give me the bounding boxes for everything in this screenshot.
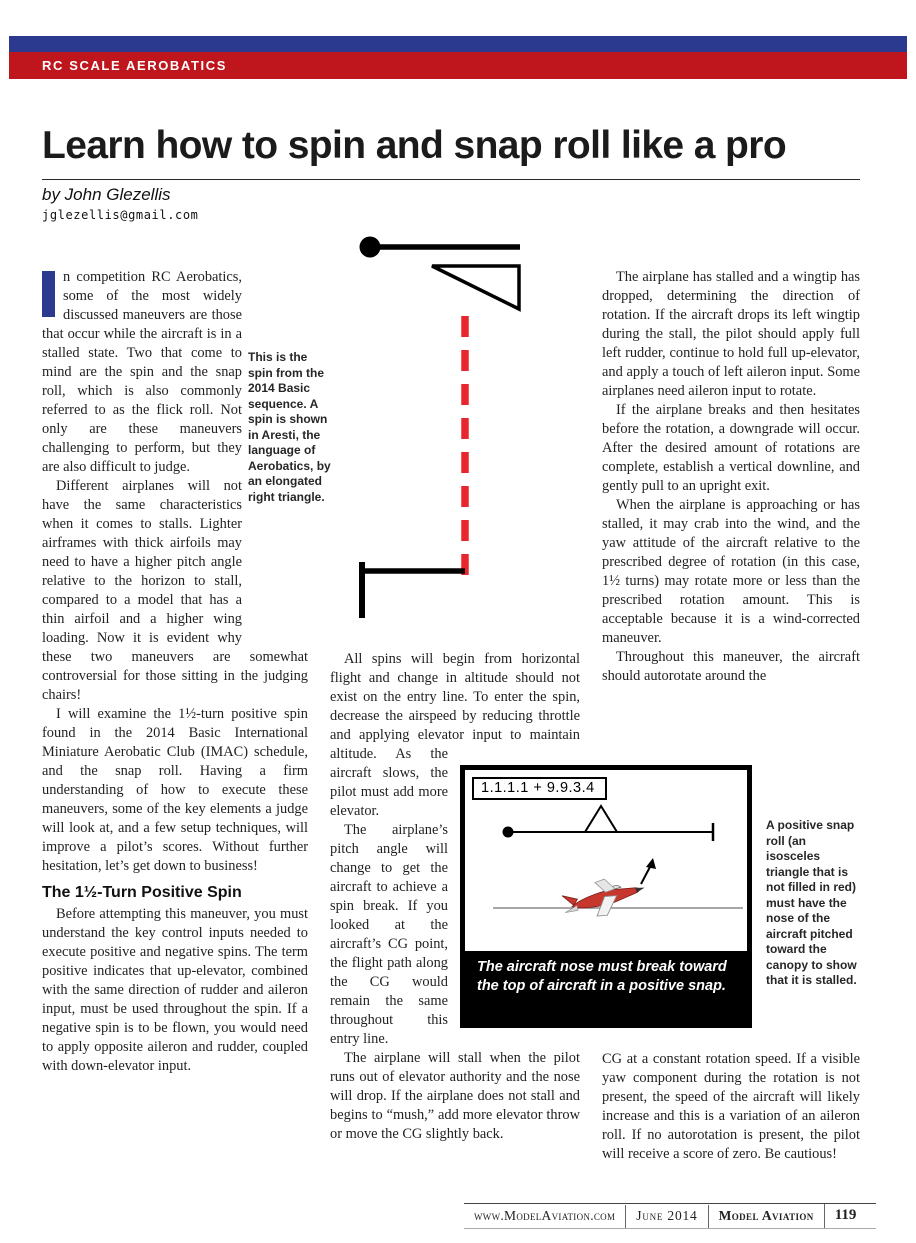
paragraph: All spins will begin from horizontal flight and change in altitude should not exist on the entry line. To enter the spin, decrease the airspeed by reducing throttle and applying elevator input to maintain altitude. As the aircraft slows, the pilot must add more elevator. [330,651,580,819]
footer-date: June 2014 [625,1205,707,1228]
paragraph: If the airplane breaks and then hesitates before the rotation, a downgrade will occur. After the desired amount of rotations are complete, establish a vertical downline, and gently pull to an upright exit. [602,402,860,494]
spin-diagram-caption: This is the spin from the 2014 Basic sequence. A spin is shown in Aresti, the language of Aerobatics, by an elongated right triangle. [248,350,331,504]
figure-overlay-caption: The aircraft nose must break toward the top of aircraft in a positive snap. [465,951,747,1023]
paragraph: Different airplanes will not have the same characteristics when it comes to stalls. Lighter airframes with thick airfoils may need to have a higher pitch angle relative to the horizon to stall, compared to a model that has a thin airfoil and a higher wing loading. Now it is evident why these two maneuvers are somewhat controversial for those sitting in the judging chairs! [42,478,308,703]
aresti-spin-drawing [338,228,548,628]
paragraph: Before attempting this maneuver, you must understand the key control inputs needed to execute positive and negative spins. The term positive indicates that up-elevator, combined with the same direction of rudder and aileron input, must be used throughout the spin. If a negative spin is to be flown, you would need to apply opposite aileron and rudder, coupled with down-elevator input. [42,906,308,1074]
footer-magazine: Model Aviation [708,1205,824,1228]
paragraph: The airplane has stalled and a wingtip has dropped, determining the direction of rotation. If the aircraft drops its left wingtip during the stall, the pilot should apply full left rudder, continue to hold full up-elevator, and apply a touch of left aileron input. Some airplanes need aileron input to rotate. [602,269,860,399]
page-number: 119 [824,1204,867,1228]
title-rule [42,179,860,180]
airplane-illustration [560,870,649,925]
paragraph: Throughout this maneuver, the aircraft should autorotate around the [602,649,860,684]
author-email: jglezellis@gmail.com [42,208,199,222]
airplane-spinner [635,886,645,893]
article-title: Learn how to spin and snap roll like a pro [42,124,787,167]
snap-symbol-triangle [585,806,617,832]
right-column-continued [602,1050,860,1164]
aresti-spin-diagram [338,228,548,628]
footer-website: www.ModelAviation.com [474,1207,616,1223]
section-heading: The 1½-Turn Positive Spin [42,884,242,901]
figure-label: 1.1.1.1 + 9.9.3.4 [472,777,607,800]
break-direction-arrowhead [646,858,656,869]
byline: by John Glezellis [42,185,171,204]
snap-entry-dot [503,827,514,838]
paragraph: CG at a constant rotation speed. If a visible yaw component during the rotation is not present, the speed of the aircraft will likely increase and this is a variation of an aileron roll. If no autorotation is present, the pilot will receive a score of zero. Be cautious! [602,1051,860,1162]
paragraph: I will examine the 1½-turn positive spin found in the 2014 Basic International Miniature Aerobatic Club (IMAC) schedule, and the snap roll. Having a firm understanding of how to execute these maneuvers, some of the key elements a judge will look at, and a few setup techniques, will improve a pilot’s scores. Without further hesitation, let’s get down to business! [42,706,308,874]
section-kicker: RC SCALE AEROBATICS [42,58,227,73]
section-header-bar [9,52,907,79]
paragraph: The airplane’s pitch angle will change to get the aircraft to achieve a spin break. If you looked at the aircraft’s CG point, the flight path along the CG would remain the same throughout this entry line. [330,822,448,1047]
drop-cap [42,271,55,317]
paragraph: The airplane will stall when the pilot runs out of elevator authority and the nose will drop. If the airplane does not stall and begins to “mush,” add more elevator throw or move the CG slightly back. [330,1050,580,1142]
snap-figure-canvas [465,770,747,951]
right-column [602,268,860,686]
snap-figure-side-caption: A positive snap roll (an isosceles triangle that is not filled in red) must have the nose of the aircraft pitched toward the canopy to show that it is stalled. [766,818,857,987]
top-blue-bar [9,36,907,52]
break-direction-arrow [641,865,651,884]
paragraph-text: n competition RC Aerobatics, some of the most widely discussed maneuvers are those that occur while the aircraft is in a stalled state. Two that come to mind are the spin and the snap roll, which is also commonly referred to as the flick roll. Not only are these maneuvers challenging to perform, but they are also difficult to judge. [42,269,242,475]
airplane-stabilizer [564,905,578,913]
footer [464,1203,876,1229]
snap-roll-figure [460,765,752,1028]
paragraph: When the airplane is approaching or has stalled, it may crab into the wind, and the yaw attitude of the aircraft relative to the prescribed degree of rotation (in this case, 1½ turns) may rotate more or less than the prescribed rotation amount. This is acceptable because it is a wind-corrected maneuver. [602,497,860,646]
